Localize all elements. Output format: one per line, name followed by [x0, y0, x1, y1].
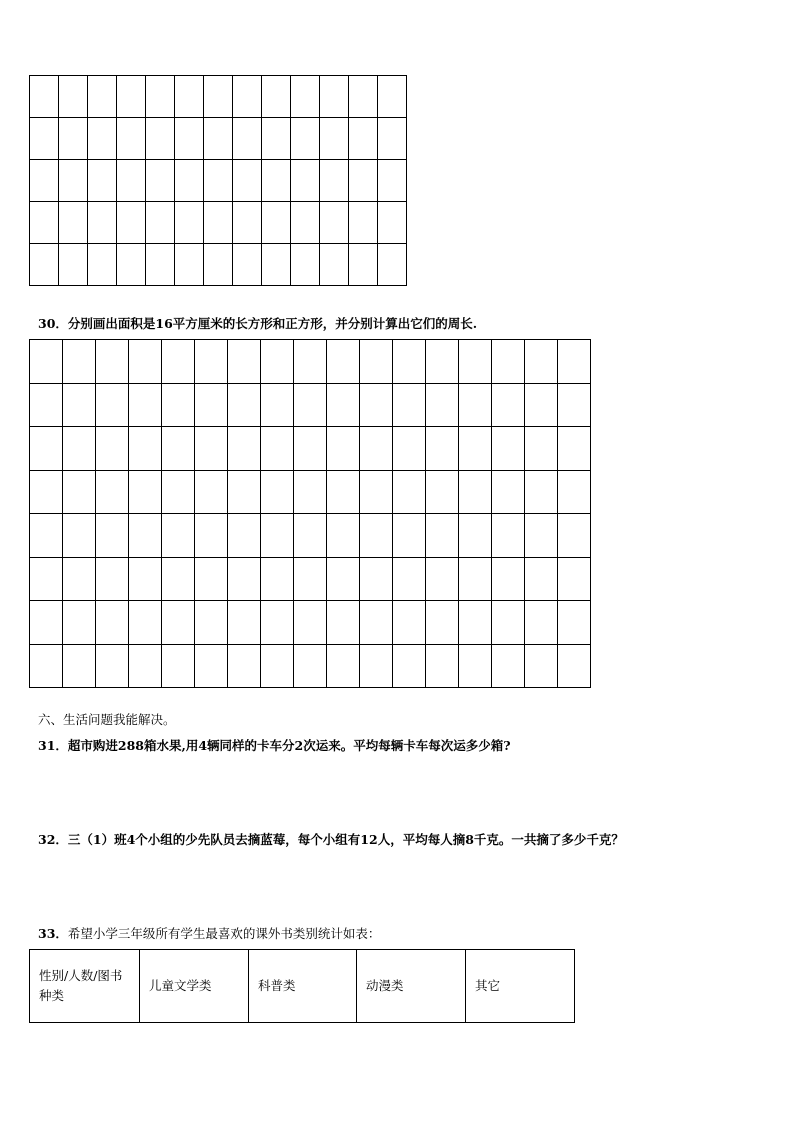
grid-cell [63, 340, 96, 384]
grid-cell [393, 514, 426, 558]
grid-cell [378, 202, 407, 244]
grid-cell [30, 557, 63, 601]
grid-cell [195, 514, 228, 558]
grid-cell [327, 383, 360, 427]
grid-cell [558, 470, 591, 514]
grid-cell [233, 118, 262, 160]
grid-cell [195, 644, 228, 688]
grid-cell [175, 202, 204, 244]
grid-cell [349, 244, 378, 286]
grid-cell [146, 118, 175, 160]
question-number: 30． [38, 316, 68, 331]
column-other: 其它 [466, 950, 575, 1023]
grid-cell [88, 76, 117, 118]
grid-cell [195, 557, 228, 601]
grid-cell [228, 340, 261, 384]
grid-cell [59, 76, 88, 118]
grid-cell [30, 514, 63, 558]
grid-cell [492, 514, 525, 558]
question-text: 希望小学三年级所有学生最喜欢的课外书类别统计如表： [67, 926, 381, 941]
grid-cell [233, 76, 262, 118]
grid-cell [320, 244, 349, 286]
grid-cell [30, 383, 63, 427]
grid-cell [59, 244, 88, 286]
grid-row [30, 340, 591, 384]
question-text: 分别画出面积是16平方厘米的长方形和正方形，并分别计算出它们的周长. [67, 316, 478, 331]
grid-cell [492, 644, 525, 688]
grid-cell [228, 470, 261, 514]
header-cell-line-1: 性别/人数/图书 [39, 968, 123, 983]
question-32 [38, 832, 624, 848]
grid-cell [320, 76, 349, 118]
grid-cell [175, 118, 204, 160]
grid-cell [129, 557, 162, 601]
grid-cell [228, 383, 261, 427]
question-31 [38, 738, 511, 754]
grid-row [30, 644, 591, 688]
grid-cell [327, 427, 360, 471]
grid-cell [294, 427, 327, 471]
grid-cell [426, 340, 459, 384]
grid-cell [204, 76, 233, 118]
drawing-grid-q30 [29, 339, 591, 688]
grid-cell [96, 601, 129, 645]
grid-cell [63, 514, 96, 558]
grid-cell [262, 244, 291, 286]
grid-cell [175, 76, 204, 118]
grid-cell [294, 340, 327, 384]
table-header-cell [30, 950, 140, 1023]
grid-cell [233, 202, 262, 244]
grid-cell [233, 244, 262, 286]
grid-cell [228, 644, 261, 688]
grid-cell [175, 244, 204, 286]
grid-cell [492, 383, 525, 427]
grid-cell [228, 557, 261, 601]
grid-cell [262, 76, 291, 118]
grid-cell [146, 76, 175, 118]
grid-cell [525, 514, 558, 558]
question-30 [38, 316, 477, 332]
grid-cell [525, 601, 558, 645]
grid-cell [393, 470, 426, 514]
grid-cell [327, 470, 360, 514]
grid-cell [30, 202, 59, 244]
grid-row [30, 470, 591, 514]
grid-cell [228, 514, 261, 558]
grid-cell [59, 160, 88, 202]
grid-cell [360, 383, 393, 427]
grid-cell [327, 601, 360, 645]
grid-cell [459, 427, 492, 471]
grid-cell [195, 427, 228, 471]
grid-cell [96, 644, 129, 688]
grid-cell [195, 470, 228, 514]
grid-cell [228, 427, 261, 471]
grid-cell [320, 160, 349, 202]
grid-cell [360, 557, 393, 601]
grid-cell [129, 601, 162, 645]
grid-cell [349, 202, 378, 244]
grid-cell [261, 644, 294, 688]
grid-cell [558, 383, 591, 427]
grid-row [30, 514, 591, 558]
grid-cell [63, 644, 96, 688]
grid-cell [262, 118, 291, 160]
grid-cell [558, 644, 591, 688]
grid-cell [129, 470, 162, 514]
grid-row [30, 118, 407, 160]
grid-cell [320, 118, 349, 160]
grid-cell [162, 427, 195, 471]
grid-cell [360, 601, 393, 645]
grid-cell [393, 601, 426, 645]
grid-cell [96, 514, 129, 558]
grid-cell [349, 76, 378, 118]
grid-cell [262, 160, 291, 202]
grid-cell [525, 644, 558, 688]
grid-cell [327, 644, 360, 688]
grid-cell [88, 160, 117, 202]
grid-cell [63, 427, 96, 471]
grid-cell [30, 427, 63, 471]
grid-cell [146, 160, 175, 202]
grid-cell [378, 76, 407, 118]
grid-cell [291, 202, 320, 244]
grid-cell [294, 514, 327, 558]
grid-row [30, 202, 407, 244]
grid-cell [261, 427, 294, 471]
grid-cell [30, 644, 63, 688]
grid-cell [291, 118, 320, 160]
grid-cell [291, 244, 320, 286]
grid-cell [261, 340, 294, 384]
grid-cell [204, 244, 233, 286]
grid-cell [459, 383, 492, 427]
grid-row [30, 427, 591, 471]
question-text: 超市购进288箱水果,用4辆同样的卡车分2次运来。平均每辆卡车每次运多少箱? [67, 738, 511, 753]
grid-cell [96, 340, 129, 384]
grid-cell [30, 340, 63, 384]
grid-cell [129, 514, 162, 558]
grid-cell [426, 644, 459, 688]
grid-cell [525, 470, 558, 514]
grid-cell [233, 160, 262, 202]
section-heading [38, 712, 176, 728]
grid-cell [349, 118, 378, 160]
grid-cell [30, 118, 59, 160]
grid-cell [360, 514, 393, 558]
grid-cell [162, 470, 195, 514]
grid-cell [162, 601, 195, 645]
grid-cell [360, 340, 393, 384]
grid-cell [393, 427, 426, 471]
grid-cell [327, 514, 360, 558]
grid-cell [294, 470, 327, 514]
grid-cell [129, 644, 162, 688]
grid-cell [261, 514, 294, 558]
grid-cell [558, 427, 591, 471]
grid-cell [59, 202, 88, 244]
grid-cell [30, 160, 59, 202]
grid-cell [291, 76, 320, 118]
grid-cell [294, 644, 327, 688]
grid-cell [459, 514, 492, 558]
grid-row [30, 76, 407, 118]
grid-cell [63, 557, 96, 601]
grid-cell [88, 244, 117, 286]
grid-cell [146, 244, 175, 286]
grid-cell [175, 160, 204, 202]
grid-cell [129, 427, 162, 471]
grid-cell [459, 601, 492, 645]
grid-cell [162, 644, 195, 688]
grid-cell [162, 557, 195, 601]
grid-cell [117, 202, 146, 244]
grid-cell [378, 118, 407, 160]
grid-cell [291, 160, 320, 202]
grid-cell [558, 340, 591, 384]
grid-cell [63, 470, 96, 514]
grid-cell [558, 601, 591, 645]
grid-cell [426, 601, 459, 645]
grid-cell [426, 470, 459, 514]
grid-cell [492, 340, 525, 384]
question-number: 33． [38, 926, 68, 941]
grid-cell [117, 118, 146, 160]
grid-cell [320, 202, 349, 244]
grid-cell [492, 470, 525, 514]
grid-cell [204, 202, 233, 244]
grid-cell [378, 160, 407, 202]
grid-cell [459, 340, 492, 384]
grid-cell [558, 557, 591, 601]
grid-cell [30, 470, 63, 514]
grid-cell [525, 427, 558, 471]
grid-cell [195, 340, 228, 384]
column-anime: 动漫类 [357, 950, 466, 1023]
grid-cell [426, 383, 459, 427]
grid-cell [261, 383, 294, 427]
grid-cell [88, 202, 117, 244]
grid-cell [492, 601, 525, 645]
grid-cell [327, 557, 360, 601]
grid-cell [63, 383, 96, 427]
section-title: 六、生活问题我能解决。 [38, 712, 176, 727]
grid-cell [426, 557, 459, 601]
grid-cell [393, 383, 426, 427]
grid-cell [492, 557, 525, 601]
grid-cell [393, 557, 426, 601]
question-33 [38, 926, 380, 942]
grid-cell [63, 601, 96, 645]
grid-cell [525, 557, 558, 601]
grid-cell [349, 160, 378, 202]
question-number: 32． [38, 832, 68, 847]
grid-row [30, 244, 407, 286]
grid-cell [96, 383, 129, 427]
grid-cell [261, 601, 294, 645]
grid-cell [204, 160, 233, 202]
grid-cell [129, 340, 162, 384]
grid-cell [294, 557, 327, 601]
grid-cell [459, 470, 492, 514]
grid-cell [393, 340, 426, 384]
grid-cell [261, 557, 294, 601]
column-popular-science: 科普类 [249, 950, 357, 1023]
grid-cell [558, 514, 591, 558]
grid-cell [30, 76, 59, 118]
grid-cell [129, 383, 162, 427]
grid-cell [492, 427, 525, 471]
grid-cell [262, 202, 291, 244]
grid-row [30, 557, 591, 601]
grid-cell [525, 383, 558, 427]
question-number: 31． [38, 738, 68, 753]
grid-cell [393, 644, 426, 688]
grid-row [30, 383, 591, 427]
grid-cell [96, 557, 129, 601]
grid-row [30, 601, 591, 645]
grid-cell [195, 601, 228, 645]
column-children-literature: 儿童文学类 [140, 950, 249, 1023]
grid-cell [261, 470, 294, 514]
grid-cell [96, 427, 129, 471]
grid-cell [59, 118, 88, 160]
grid-row [30, 160, 407, 202]
book-category-table [29, 949, 575, 1023]
grid-cell [294, 601, 327, 645]
grid-cell [426, 427, 459, 471]
grid-cell [459, 557, 492, 601]
grid-cell [30, 601, 63, 645]
grid-cell [162, 383, 195, 427]
grid-cell [30, 244, 59, 286]
grid-cell [117, 160, 146, 202]
grid-cell [294, 383, 327, 427]
drawing-grid-top [29, 75, 407, 286]
header-cell-line-2: 种类 [39, 988, 65, 1003]
grid-cell [426, 514, 459, 558]
grid-cell [378, 244, 407, 286]
grid-cell [195, 383, 228, 427]
grid-cell [459, 644, 492, 688]
grid-cell [162, 340, 195, 384]
question-text: 三（1）班4个小组的少先队员去摘蓝莓，每个小组有12人，平均每人摘8千克。一共摘了多少千克？ [67, 832, 624, 847]
grid-cell [117, 76, 146, 118]
grid-cell [88, 118, 117, 160]
grid-cell [327, 340, 360, 384]
table-header-row [30, 950, 575, 1023]
grid-cell [117, 244, 146, 286]
grid-cell [228, 601, 261, 645]
grid-cell [360, 427, 393, 471]
grid-cell [146, 202, 175, 244]
grid-cell [96, 470, 129, 514]
grid-cell [360, 470, 393, 514]
grid-cell [525, 340, 558, 384]
grid-cell [162, 514, 195, 558]
grid-cell [204, 118, 233, 160]
grid-cell [360, 644, 393, 688]
